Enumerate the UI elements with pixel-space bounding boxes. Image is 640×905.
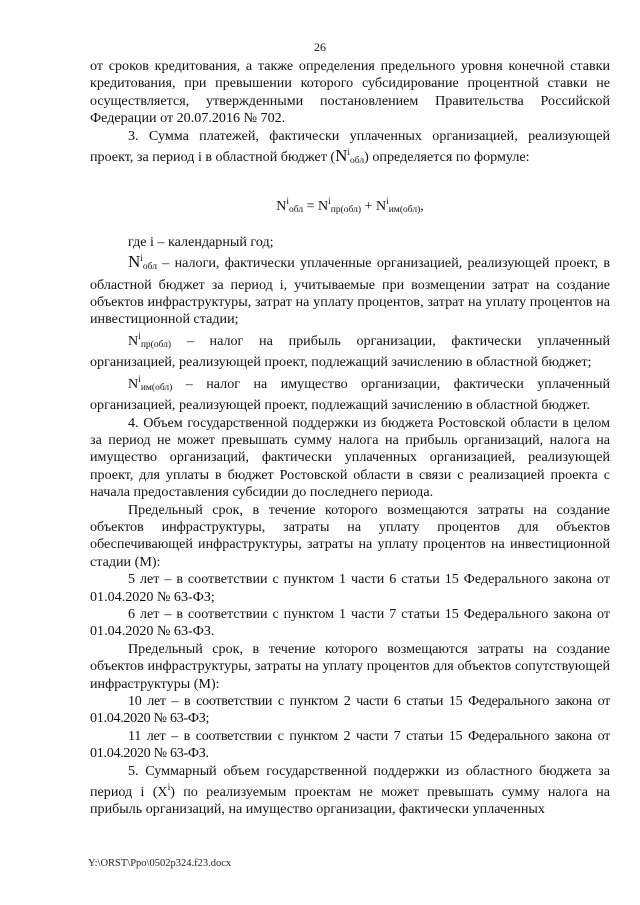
paragraph-4: 4. Объем государственной поддержки из бюджета Ростовской области в целом за период не может превышать сумму налога на прибыль организаций, налога на имущество организаций, фактически уплаченных организацией, реализующей проект, для уплаты в бюджет Ростовской области в связи с реализацией проекта с начала предоставления субсидии до последнего периода. xyxy=(90,414,610,501)
paragraph-5-years: 5 лет – в соответствии с пунктом 1 части 6 статьи 15 Федерального закона от 01.04.2020 № 63-ФЗ; xyxy=(90,571,610,605)
definition-3: $N^i_{им(обл)}$ – налог на имущество организации, фактически уплаченный организацией, реализующей проект, подлежащий зачислению в областной бюджет. xyxy=(90,374,610,414)
footer-file-path: Y:\ORST\Ppo\0502p324.f23.docx xyxy=(88,858,232,869)
paragraph-3: 3. Сумма платежей, фактически уплаченных организацией, реализующей проект, за период i в областной бюджет $(N^i_{обл})$ определяется по формуле: xyxy=(90,127,610,167)
paragraph-6-years: 6 лет – в соответствии с пунктом 1 части 7 статьи 15 Федерального закона от 01.04.2020 № 63-ФЗ. xyxy=(90,605,610,640)
definition-1: $N^i_{обл}$ – налоги, фактически уплаченные организацией, реализующей проект, в областной бюджет за период i, учитываемые при возмещении затрат на создание объектов инфраструктуры, затрат на уплату процентов, затрат на уплату процентов на инвестиционной стадии; xyxy=(90,252,610,328)
document-body xyxy=(90,58,610,819)
paragraph-5: 5. Суммарный объем государственной поддержки из областного бюджета за период i $(X^i)$ по реализуемым проектам не может превышать сумму налога на прибыль организаций, на имущество организации, фактически уплаченных xyxy=(90,762,610,818)
paragraph-11-years: 11 лет – в соответствии с пунктом 2 части 7 статьи 15 Федерального закона от 01.04.2020 № 63-ФЗ. xyxy=(90,727,610,762)
formula: $N^i_{обл} = N^i_{пр(обл)} + N^i_{им(обл)}$, xyxy=(276,197,424,216)
definition-2: $N^i_{пр(обл)}$ – налог на прибыль организации, фактически уплаченный организацией, реализующей проект, подлежащий зачислению в областной бюджет; xyxy=(90,331,610,371)
paragraph-term-1: Предельный срок, в течение которого возмещаются затраты на создание объектов инфраструктуры, затраты на уплату процентов для объектов обеспечивающей инфраструктуры, затраты на уплату процентов на инвестиционной стадии (М): xyxy=(90,501,610,570)
paragraph-term-2: Предельный срок, в течение которого возмещаются затраты на создание объектов инфраструктуры, затраты на уплату процентов для объектов сопутствующей инфраструктуры (М): xyxy=(90,640,610,692)
paragraph-continuation: от сроков кредитования, а также определения предельного уровня конечной ставки кредитования, при превышении которого субсидирование процентной ставки не осуществляется, утвержденными постановлением Правительства Российской Федерации от 20.07.2016 № 702. xyxy=(90,58,610,127)
page-number: 26 xyxy=(314,40,326,54)
definition-intro: где i – календарный год; xyxy=(128,233,274,250)
paragraph-10-years: 10 лет – в соответствии с пунктом 2 части 6 статьи 15 Федерального закона от 01.04.2020 № 63-ФЗ; xyxy=(90,693,610,727)
